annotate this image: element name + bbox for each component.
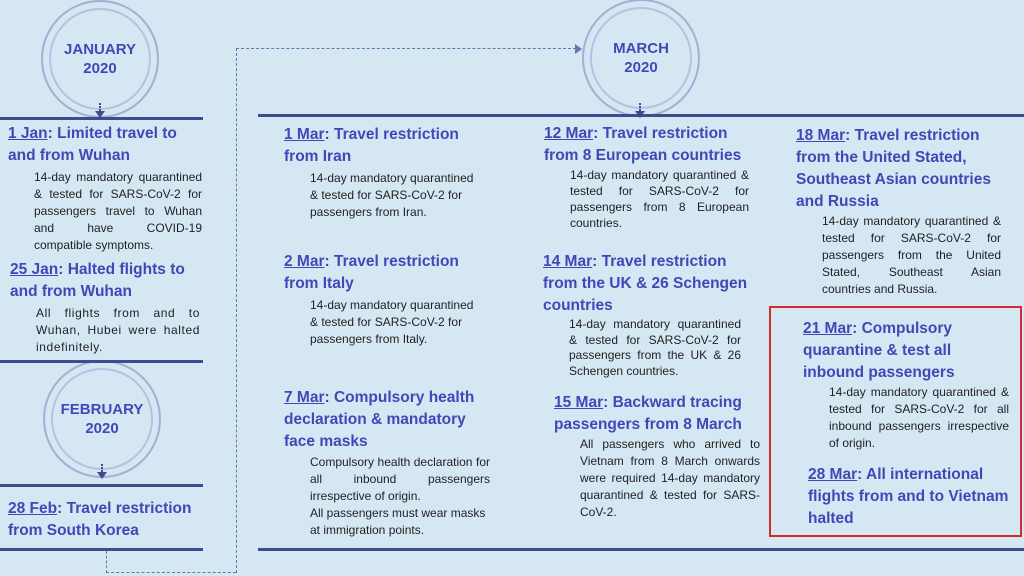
event-title: : Compulsory health declaration & mandatory face masks xyxy=(284,389,475,450)
connector-arrow-icon xyxy=(575,44,582,54)
march-2020-circle xyxy=(582,0,700,117)
event-feb-28 xyxy=(8,498,203,542)
timeline-line-march-top xyxy=(258,114,1024,117)
event-date: 28 Mar xyxy=(808,466,858,483)
event-title: : Limited travel to and from Wuhan xyxy=(8,125,177,164)
february-2020-circle xyxy=(43,360,161,478)
january-2020-circle xyxy=(41,0,159,118)
event-date: 12 Mar xyxy=(544,125,594,142)
event-heading xyxy=(554,392,764,436)
event-description: Compulsory health declaration for all inbound passengers irrespective of origin. xyxy=(310,455,490,503)
event-mar-28 xyxy=(808,464,1013,530)
timeline-line-january-top xyxy=(0,117,203,120)
timeline-line-february-top xyxy=(0,484,203,487)
event-heading xyxy=(8,498,203,542)
event-heading xyxy=(284,251,484,295)
event-date: 21 Mar xyxy=(803,320,853,337)
event-jan-1 xyxy=(8,123,203,254)
event-date: 25 Jan xyxy=(10,261,59,278)
event-mar-14 xyxy=(543,251,753,379)
event-title: : All international flights from and to Vietnam halted xyxy=(808,466,1009,527)
timeline-line-january-bottom xyxy=(0,360,203,363)
timeline-line-march-bottom xyxy=(258,548,1024,551)
event-description: 14-day mandatory quarantined & tested for SARS-CoV-2 for passengers from the UK & 26 Schengen countries. xyxy=(569,317,741,378)
connector-dashed-vertical xyxy=(236,48,237,573)
event-description: 14-day mandatory quarantined & tested for SARS-CoV-2 for passengers from Iran. xyxy=(310,171,474,219)
event-title: : Travel restriction from the United Stated, Southeast Asian countries and Russia xyxy=(796,127,991,210)
event-mar-12 xyxy=(544,123,754,231)
event-description: 14-day mandatory quarantined & tested for SARS-CoV-2 for passengers travel to Wuhan and have COVID-19 compatible symptoms. xyxy=(34,170,202,252)
event-description: 14-day mandatory quarantined & tested for SARS-CoV-2 for passengers from 8 European countries. xyxy=(570,168,749,230)
event-description: All passengers who arrived to Vietnam from 8 March onwards were required 14-day mandatory quarantined & tested for SARS-CoV-2. xyxy=(580,437,760,519)
year-label: 2020 xyxy=(624,59,658,76)
event-title: : Backward tracing passengers from 8 March xyxy=(554,394,742,433)
event-description: 14-day mandatory quarantined & tested for SARS-CoV-2 for passengers from the United Stated, Southeast Asian countries and Russia. xyxy=(822,214,1001,296)
event-title: : Travel restriction from Iran xyxy=(284,126,459,165)
event-heading xyxy=(8,123,203,167)
event-date: 14 Mar xyxy=(543,253,593,270)
year-label: 2020 xyxy=(85,420,119,437)
event-mar-15 xyxy=(554,392,764,521)
event-mar-18 xyxy=(796,125,1006,298)
event-date: 15 Mar xyxy=(554,394,604,411)
down-arrow-icon xyxy=(95,103,105,118)
event-heading xyxy=(284,387,494,453)
event-heading xyxy=(544,123,754,167)
event-title: : Travel restriction from Italy xyxy=(284,253,459,292)
event-title: : Halted flights to and from Wuhan xyxy=(10,261,185,300)
event-heading xyxy=(796,125,1006,213)
down-arrow-icon xyxy=(97,464,107,479)
event-heading xyxy=(803,318,1013,384)
event-heading xyxy=(543,251,753,317)
year-label: 2020 xyxy=(83,60,117,77)
month-label: MARCH xyxy=(613,40,669,57)
month-label: JANUARY xyxy=(64,41,136,58)
event-mar-7 xyxy=(284,387,494,539)
event-description: 14-day mandatory quarantined & tested for SARS-CoV-2 for all inbound passengers irrespective of origin. xyxy=(829,385,1009,450)
event-heading xyxy=(10,259,203,303)
connector-dashed-top xyxy=(236,48,576,49)
event-mar-1 xyxy=(284,124,484,221)
event-jan-25 xyxy=(10,259,203,356)
event-title: : Travel restriction from the UK & 26 Schengen countries xyxy=(543,253,748,314)
event-title: : Travel restriction from South Korea xyxy=(8,500,192,539)
event-description-secondary: All passengers must wear masks at immigration points. xyxy=(310,506,486,537)
event-title: : Compulsory quarantine & test all inbound passengers xyxy=(803,320,955,381)
event-mar-21 xyxy=(803,318,1013,452)
event-description: 14-day mandatory quarantined & tested for SARS-CoV-2 for passengers from Italy. xyxy=(310,298,474,346)
event-mar-2 xyxy=(284,251,484,348)
event-date: 1 Mar xyxy=(284,126,325,143)
connector-dashed-bottom xyxy=(106,551,236,573)
event-date: 7 Mar xyxy=(284,389,325,406)
event-date: 2 Mar xyxy=(284,253,325,270)
event-heading xyxy=(284,124,484,168)
month-label: FEBRUARY xyxy=(60,401,144,418)
event-description: All flights from and to Wuhan, Hubei were halted indefinitely. xyxy=(36,306,200,354)
event-date: 18 Mar xyxy=(796,127,846,144)
event-date: 28 Feb xyxy=(8,500,58,517)
event-title: : Travel restriction from 8 European countries xyxy=(544,125,742,164)
event-date: 1 Jan xyxy=(8,125,48,142)
event-heading xyxy=(808,464,1013,530)
